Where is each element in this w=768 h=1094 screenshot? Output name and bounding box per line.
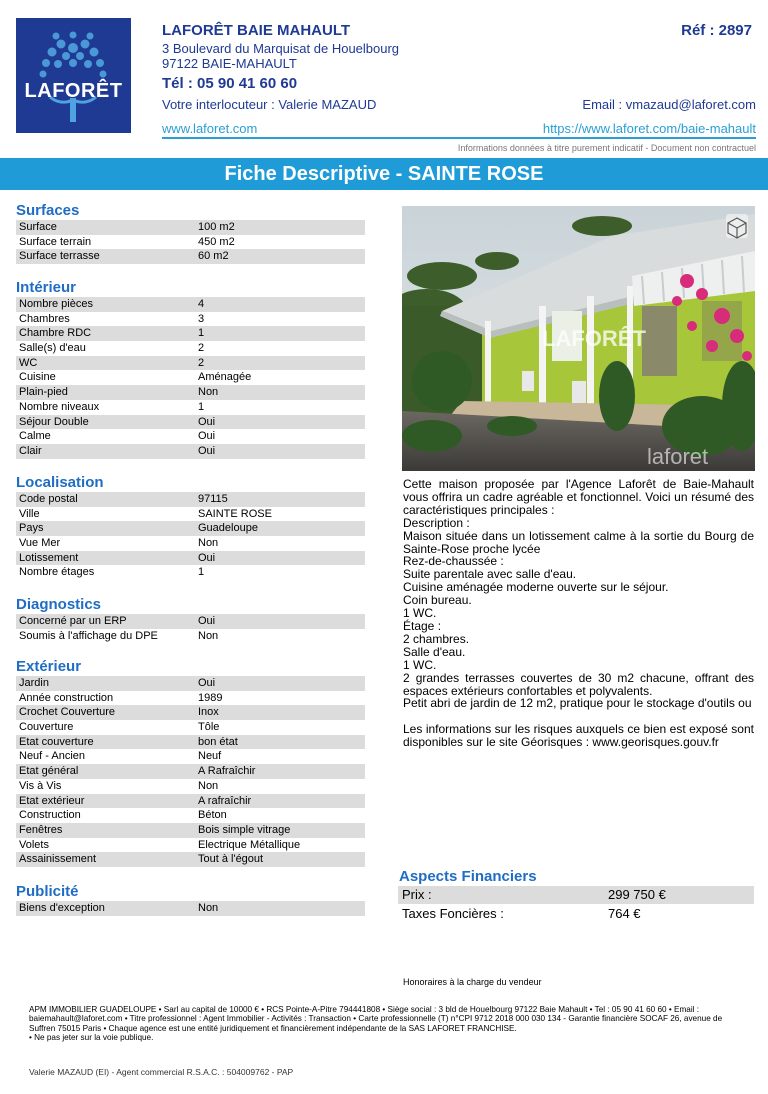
row-label: Construction — [19, 809, 81, 822]
row-label: Chambres — [19, 312, 70, 325]
contact-person: Votre interlocuteur : Valerie MAZAUD — [162, 97, 377, 112]
table-row — [16, 749, 365, 764]
price-value: 299 750 € — [608, 887, 666, 902]
table-row — [16, 312, 365, 327]
section-diagnostics — [16, 596, 365, 643]
row-value: 97115 — [198, 493, 228, 505]
table-row — [16, 326, 365, 341]
description-line: Cuisine aménagée moderne ouverte sur le séjour. — [403, 580, 669, 595]
description-line: Suite parentale avec salle d'eau. — [403, 567, 577, 582]
property-tax-row — [398, 905, 754, 923]
property-table — [16, 614, 365, 643]
table-row — [16, 823, 365, 838]
price-row — [398, 886, 754, 904]
table-row — [16, 415, 365, 430]
financial-title: Aspects Financiers — [399, 868, 537, 885]
row-value: 1 — [198, 566, 205, 579]
table-row — [16, 297, 365, 312]
property-table — [16, 492, 365, 580]
row-value: Non — [198, 537, 219, 550]
table-row — [16, 356, 365, 371]
table-row — [16, 249, 365, 264]
row-value: 2 — [198, 342, 205, 355]
row-label: Fenêtres — [19, 823, 63, 836]
row-label: Vis à Vis — [19, 779, 62, 792]
property-table — [16, 676, 365, 867]
row-value: Oui — [198, 430, 216, 443]
row-label: Plain-pied — [19, 386, 68, 399]
section-title: Surfaces — [16, 202, 80, 219]
section-publicite — [16, 883, 365, 916]
table-row — [16, 551, 365, 566]
table-row — [16, 565, 365, 580]
table-row — [16, 676, 365, 691]
email-address[interactable]: Email : vmazaud@laforet.com — [582, 97, 756, 112]
fees-note: Honoraires à la charge du vendeur — [403, 977, 542, 987]
table-row — [16, 614, 365, 629]
table-row — [16, 507, 365, 522]
row-label: Assainissement — [19, 853, 97, 866]
table-row — [16, 808, 365, 823]
property-tax-value: 764 € — [608, 906, 641, 921]
row-value: Non — [198, 902, 219, 914]
row-value: Oui — [198, 551, 216, 564]
row-label: Jardin — [19, 677, 49, 689]
cube-360-icon[interactable] — [726, 214, 748, 238]
table-row — [16, 691, 365, 706]
row-label: Crochet Couverture — [19, 706, 115, 719]
row-label: Code postal — [19, 493, 78, 505]
section-title: Publicité — [16, 883, 79, 900]
description-line: 1 WC. — [403, 657, 437, 672]
property-tax-label: Taxes Foncières : — [402, 906, 504, 921]
row-label: Surface terrasse — [19, 250, 100, 263]
description-line: Petit abri de jardin de 12 m2, pratique pour le stockage d'outils ou — [403, 696, 752, 711]
table-row — [16, 901, 365, 916]
tree-icon — [16, 18, 131, 133]
row-label: Etat général — [19, 765, 79, 778]
agency-name: LAFORÊT BAIE MAHAULT — [162, 22, 351, 39]
row-label: Ville — [19, 507, 40, 520]
table-row — [16, 720, 365, 735]
row-value: 3 — [198, 312, 205, 325]
section-title: Extérieur — [16, 658, 82, 675]
agent-info: Valerie MAZAUD (EI) - Agent commercial R.S.A.C. : 504009762 - PAP — [29, 1067, 294, 1077]
legal-notice — [29, 1005, 744, 1042]
address-line-2: 97122 BAIE-MAHAULT — [162, 56, 297, 71]
description-line: Maison située dans un lotissement calme à la sortie du Bourg de Sainte-Rose proche lycée — [403, 528, 754, 556]
table-row — [16, 838, 365, 853]
row-label: Surface — [19, 221, 57, 233]
website-link[interactable]: www.laforet.com — [162, 121, 258, 136]
row-value: Béton — [198, 809, 227, 822]
description-line: Rez-de-chaussée : — [403, 554, 504, 569]
table-row — [16, 341, 365, 356]
property-description — [403, 478, 754, 749]
legal-text-2: • Ne pas jeter sur la voie publique. — [29, 1032, 154, 1042]
row-value: Non — [198, 779, 219, 792]
row-label: Surface terrain — [19, 235, 92, 248]
table-row — [16, 735, 365, 750]
address-line-1: 3 Boulevard du Marquisat de Houelbourg — [162, 41, 400, 56]
agency-logo — [16, 18, 131, 133]
row-label: Calme — [19, 430, 51, 443]
photo-watermark-small: laforet — [647, 444, 709, 469]
row-value: Oui — [198, 415, 216, 428]
row-label: Nombre niveaux — [19, 400, 100, 413]
table-row — [16, 444, 365, 459]
row-value: Guadeloupe — [198, 522, 258, 535]
property-table — [16, 297, 365, 459]
table-row — [16, 705, 365, 720]
property-table — [16, 901, 365, 916]
row-label: Couverture — [19, 721, 74, 734]
table-row — [16, 429, 365, 444]
property-table — [16, 220, 365, 264]
description-lines — [403, 517, 754, 711]
row-label: Volets — [19, 838, 49, 851]
phone-number: Tél : 05 90 41 60 60 — [162, 75, 298, 92]
row-label: WC — [19, 356, 38, 369]
row-value: Non — [198, 386, 219, 399]
row-value: Tout à l'égout — [198, 853, 264, 866]
row-label: Clair — [19, 444, 42, 457]
row-value: 60 m2 — [198, 250, 229, 263]
row-value: Oui — [198, 615, 216, 627]
row-label: Salle(s) d'eau — [19, 342, 86, 355]
row-value: 1 — [198, 327, 205, 340]
row-value: A rafraîchir — [198, 794, 252, 807]
disclaimer: Informations données à titre purement indicatif - Document non contractuel — [457, 143, 756, 153]
description-line: Salle d'eau. — [403, 644, 466, 659]
row-label: Cuisine — [19, 371, 56, 384]
property-photo — [402, 206, 755, 471]
table-row — [16, 779, 365, 794]
row-value: SAINTE ROSE — [198, 507, 272, 520]
row-value: Oui — [198, 677, 216, 689]
photo-watermark: LAFORÊT — [542, 326, 646, 351]
header-divider — [162, 137, 756, 139]
table-row — [16, 521, 365, 536]
row-label: Vue Mer — [19, 537, 61, 550]
table-row — [16, 385, 365, 400]
row-value: Neuf — [198, 750, 222, 763]
row-value: Bois simple vitrage — [198, 823, 291, 836]
table-row — [16, 794, 365, 809]
row-value: 450 m2 — [198, 235, 235, 248]
section-title: Diagnostics — [16, 596, 102, 613]
row-value: A Rafraîchir — [198, 765, 256, 778]
row-value: 4 — [198, 298, 205, 310]
description-line: Étage : — [403, 618, 442, 633]
row-label: Biens d'exception — [19, 902, 105, 914]
section-interieur — [16, 279, 365, 459]
row-label: Nombre pièces — [19, 298, 93, 310]
row-label: Lotissement — [19, 551, 79, 564]
row-label: Séjour Double — [19, 415, 89, 428]
row-label: Concerné par un ERP — [19, 615, 127, 627]
row-label: Soumis à l'affichage du DPE — [19, 629, 158, 642]
section-title: Localisation — [16, 474, 104, 491]
row-value: Tôle — [198, 721, 220, 734]
row-label: Etat extérieur — [19, 794, 85, 807]
row-value: 100 m2 — [198, 221, 235, 233]
table-row — [16, 492, 365, 507]
agency-url-link[interactable]: https://www.laforet.com/baie-mahault — [542, 121, 756, 136]
table-row — [16, 220, 365, 235]
description-intro: Cette maison proposée par l'Agence Laforêt de Baie-Mahault vous offrira un cadre agréable et fonctionnel. Voici un résumé des caractéristiques principales : — [403, 477, 754, 517]
row-label: Neuf - Ancien — [19, 750, 86, 763]
table-row — [16, 764, 365, 779]
legal-text: APM IMMOBILIER GUADELOUPE • Sarl au capital de 10000 € • RCS Pointe-A-Pitre 794441808 • Siège social : 3 bld de Houelbourg 97122 Baie Mahault • Tel : 05 90 41 60 60 • Email : baiemahault@laforet.com • Titre professionnel : Agent Immobilier - Activités : Transaction • Carte professionnelle (T) n°CPI 9712 2018 000 030 134 - Garantie financière SOCAF 26, avenue de Suffren 75015 Paris • Chaque agence est une entité juridiquement et financièrement indépendante de la SAS LAFORET FRANCHISE. — [29, 1005, 723, 1033]
section-surfaces — [16, 202, 365, 264]
description-line: Coin bureau. — [403, 593, 472, 608]
table-row — [16, 370, 365, 385]
row-value: 2 — [198, 356, 205, 369]
row-value: Oui — [198, 444, 216, 457]
table-row — [16, 629, 365, 644]
description-line: Description : — [403, 515, 470, 530]
table-row — [16, 400, 365, 415]
row-value: Aménagée — [198, 371, 252, 384]
row-label: Chambre RDC — [19, 327, 92, 340]
row-value: 1989 — [198, 691, 223, 704]
row-value: Inox — [198, 706, 219, 719]
section-exterieur — [16, 658, 365, 867]
description-line: 2 chambres. — [403, 631, 470, 646]
row-value: bon état — [198, 735, 238, 748]
row-label: Nombre étages — [19, 566, 95, 579]
row-value: Electrique Métallique — [198, 838, 301, 851]
section-localisation — [16, 474, 365, 580]
row-label: Etat couverture — [19, 735, 94, 748]
row-label: Année construction — [19, 691, 114, 704]
logo-text: LAFORÊT — [24, 80, 123, 102]
row-value: 1 — [198, 400, 205, 413]
table-row — [16, 536, 365, 551]
description-line: 2 grandes terrasses couvertes de 30 m2 chacune, offrant des espaces extérieurs confortables et polyvalents. — [403, 670, 754, 698]
table-row — [16, 852, 365, 867]
page-title: Fiche Descriptive - SAINTE ROSE — [0, 158, 768, 190]
row-value: Non — [198, 629, 219, 642]
row-label: Pays — [19, 522, 44, 535]
reference-number: Réf : 2897 — [681, 22, 752, 39]
section-title: Intérieur — [16, 279, 77, 296]
table-row — [16, 235, 365, 250]
description-line: 1 WC. — [403, 606, 437, 621]
risks-info: Les informations sur les risques auxquels ce bien est exposé sont disponibles sur le site Géorisques : www.georisques.gouv.fr — [403, 722, 754, 750]
price-label: Prix : — [402, 887, 432, 902]
